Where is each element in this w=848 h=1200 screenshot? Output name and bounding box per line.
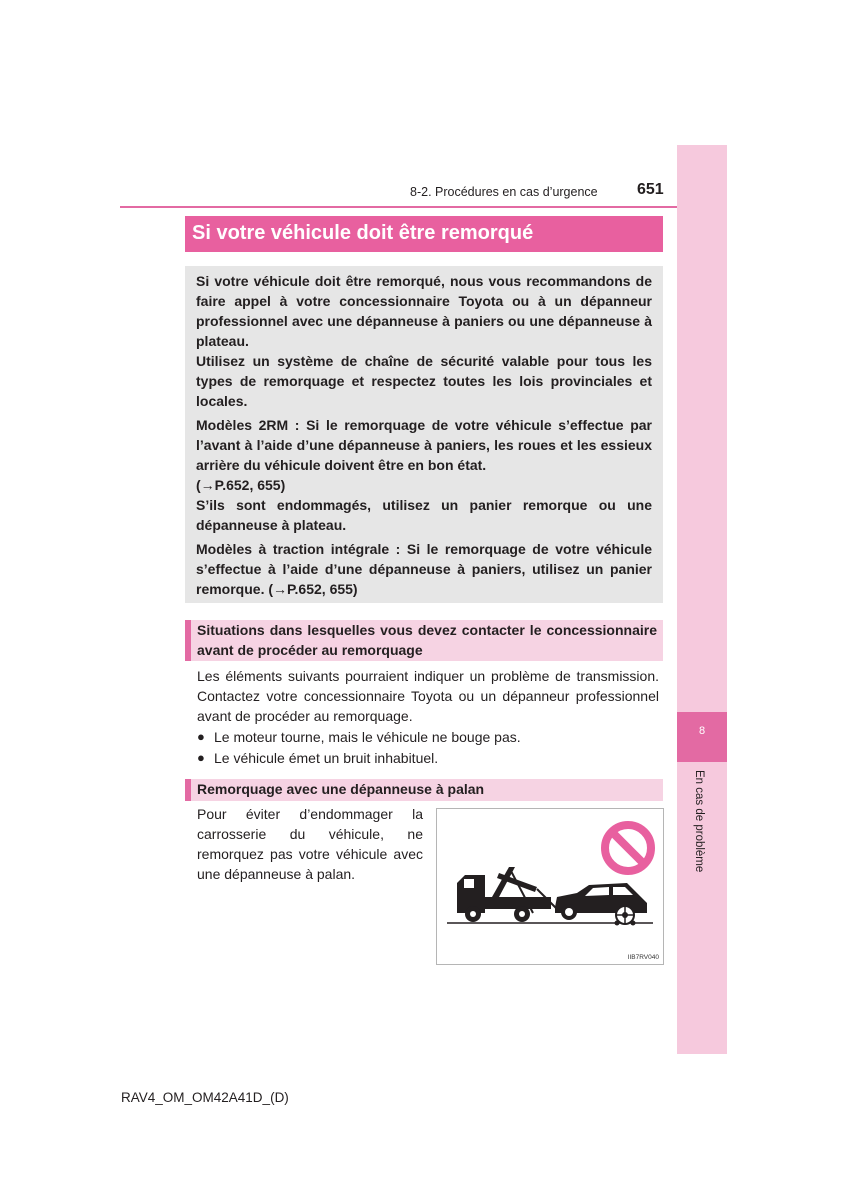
list-item	[197, 727, 659, 747]
list-item-text: Le véhicule émet un bruit inhabituel.	[214, 750, 439, 766]
section-heading-text: Situations dans lesquelles vous devez contacter le concessionnaire avant de procéder au remorquage	[197, 622, 657, 658]
intro-paragraph: Modèles 2RM : Si le remorquage de votre véhicule s’effectue par l’avant à l’aide d’une dépanneuse à paniers, les roues et les essieux arrière du véhicule doivent être en bon état.	[196, 417, 652, 473]
section-heading-palan	[185, 779, 663, 801]
chapter-label: En cas de problème	[693, 770, 705, 873]
intro-paragraph: Si votre véhicule doit être remorqué, nous vous recommandons de faire appel à votre concessionnaire Toyota ou à un dépanneur professionnel avec une dépanneuse à paniers ou une dépanneuse à plateau.	[196, 273, 652, 349]
list-item-text: Le moteur tourne, mais le véhicule ne bouge pas.	[214, 729, 521, 745]
intro-paragraph: Modèles à traction intégrale : Si le remorquage de votre véhicule s’effectue à l’aide d’une dépanneuse à paniers, utilisez un panier remorque. (→P.652, 655)	[196, 541, 652, 597]
document-footer-code: RAV4_OM_OM42A41D_(D)	[121, 1090, 289, 1105]
page-number: 651	[637, 181, 664, 198]
header-rule	[120, 206, 677, 208]
page-title: Si votre véhicule doit être remorqué	[192, 222, 534, 244]
list-item	[197, 748, 659, 768]
section-heading-text: Remorquage avec une dépanneuse à palan	[197, 781, 485, 797]
title-bar	[185, 216, 663, 252]
section-heading-dealer	[185, 620, 663, 661]
tow-truck-icon	[457, 867, 557, 922]
tow-truck-illustration	[436, 808, 664, 965]
section-body-dealer	[197, 666, 659, 768]
bullet-icon: ●	[197, 750, 205, 765]
prohibited-icon	[605, 825, 651, 871]
section-header: 8-2. Procédures en cas d’urgence	[410, 185, 598, 199]
body-paragraph: Les éléments suivants pourraient indiquer un problème de transmission. Contactez votre concessionnaire Toyota ou un dépanneur professionnel avant de procéder au remorquage.	[197, 668, 659, 724]
tow-truck-drawing	[437, 809, 663, 964]
car-icon	[555, 883, 647, 926]
page-reference-link[interactable]: (→P.652, 655)	[196, 477, 286, 493]
section-accent-bar	[185, 779, 191, 801]
intro-box	[185, 266, 663, 603]
chapter-side-tab	[677, 145, 727, 1054]
intro-paragraph: S’ils sont endommagés, utilisez un panier remorque ou une dépanneuse à plateau.	[196, 497, 652, 533]
bullet-icon: ●	[197, 729, 205, 744]
chapter-number-tab[interactable]	[677, 712, 727, 762]
section-body-palan: Pour éviter d’endommager la carrosserie du véhicule, ne remorquez pas votre véhicule avec une dépanneuse à palan.	[197, 806, 423, 882]
figure-code: IIB7RV040	[627, 954, 659, 961]
chapter-number: 8	[698, 725, 706, 737]
section-accent-bar	[185, 620, 191, 661]
intro-paragraph: Utilisez un système de chaîne de sécurité valable pour tous les types de remorquage et respectez toutes les lois provinciales et locales.	[196, 353, 652, 409]
